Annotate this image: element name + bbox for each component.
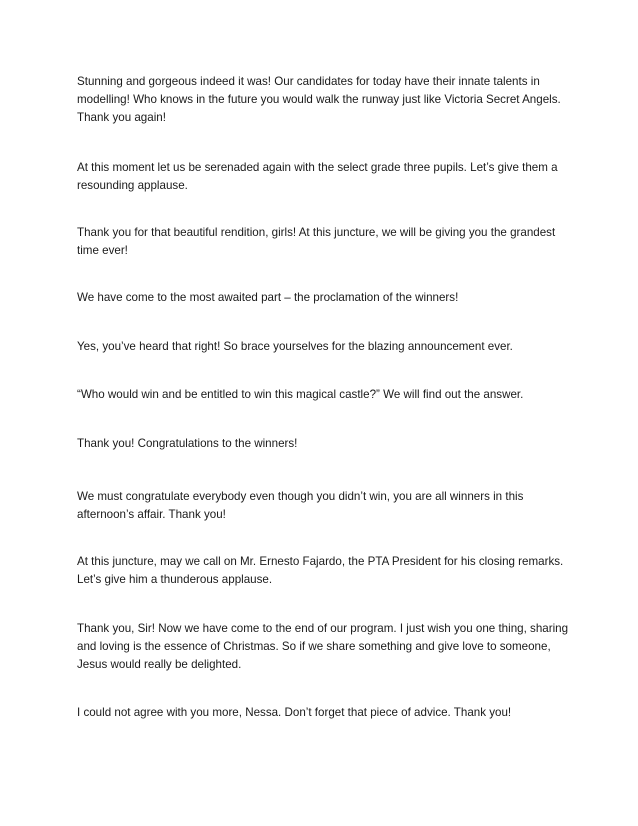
paragraph-5: Yes, you’ve heard that right! So brace yourselves for the blazing announcement ever. [77, 340, 513, 353]
paragraph-9: At this juncture, may we call on Mr. Ernesto Fajardo, the PTA President for his closing remarks. Let’s give him a thunderous applause. [77, 555, 564, 586]
paragraph-8: We must congratulate everybody even though you didn’t win, you are all winners in this afternoon’s affair. Thank you! [77, 490, 524, 521]
paragraph-11: I could not agree with you more, Nessa. Don’t forget that piece of advice. Thank you! [77, 706, 512, 719]
paragraph-10: Thank you, Sir! Now we have come to the end of our program. I just wish you one thing, sharing and loving is the essence of Christmas. So if we share something and give love to someone, Jesus would really be delighted. [77, 622, 569, 671]
paragraph-3: Thank you for that beautiful rendition, girls! At this juncture, we will be giving you the grandest time ever! [77, 226, 556, 257]
paragraph-1: Stunning and gorgeous indeed it was! Our candidates for today have their innate talents in modelling! Who knows in the future you would walk the runway just like Victoria Secret Angels. Thank you again! [77, 75, 561, 124]
paragraph-6: “Who would win and be entitled to win this magical castle?” We will find out the answer. [77, 388, 524, 401]
paragraph-7: Thank you! Congratulations to the winners! [77, 437, 298, 450]
paragraph-2: At this moment let us be serenaded again with the select grade three pupils. Let’s give them a resounding applause. [77, 161, 558, 192]
paragraph-4: We have come to the most awaited part – the proclamation of the winners! [77, 291, 459, 304]
